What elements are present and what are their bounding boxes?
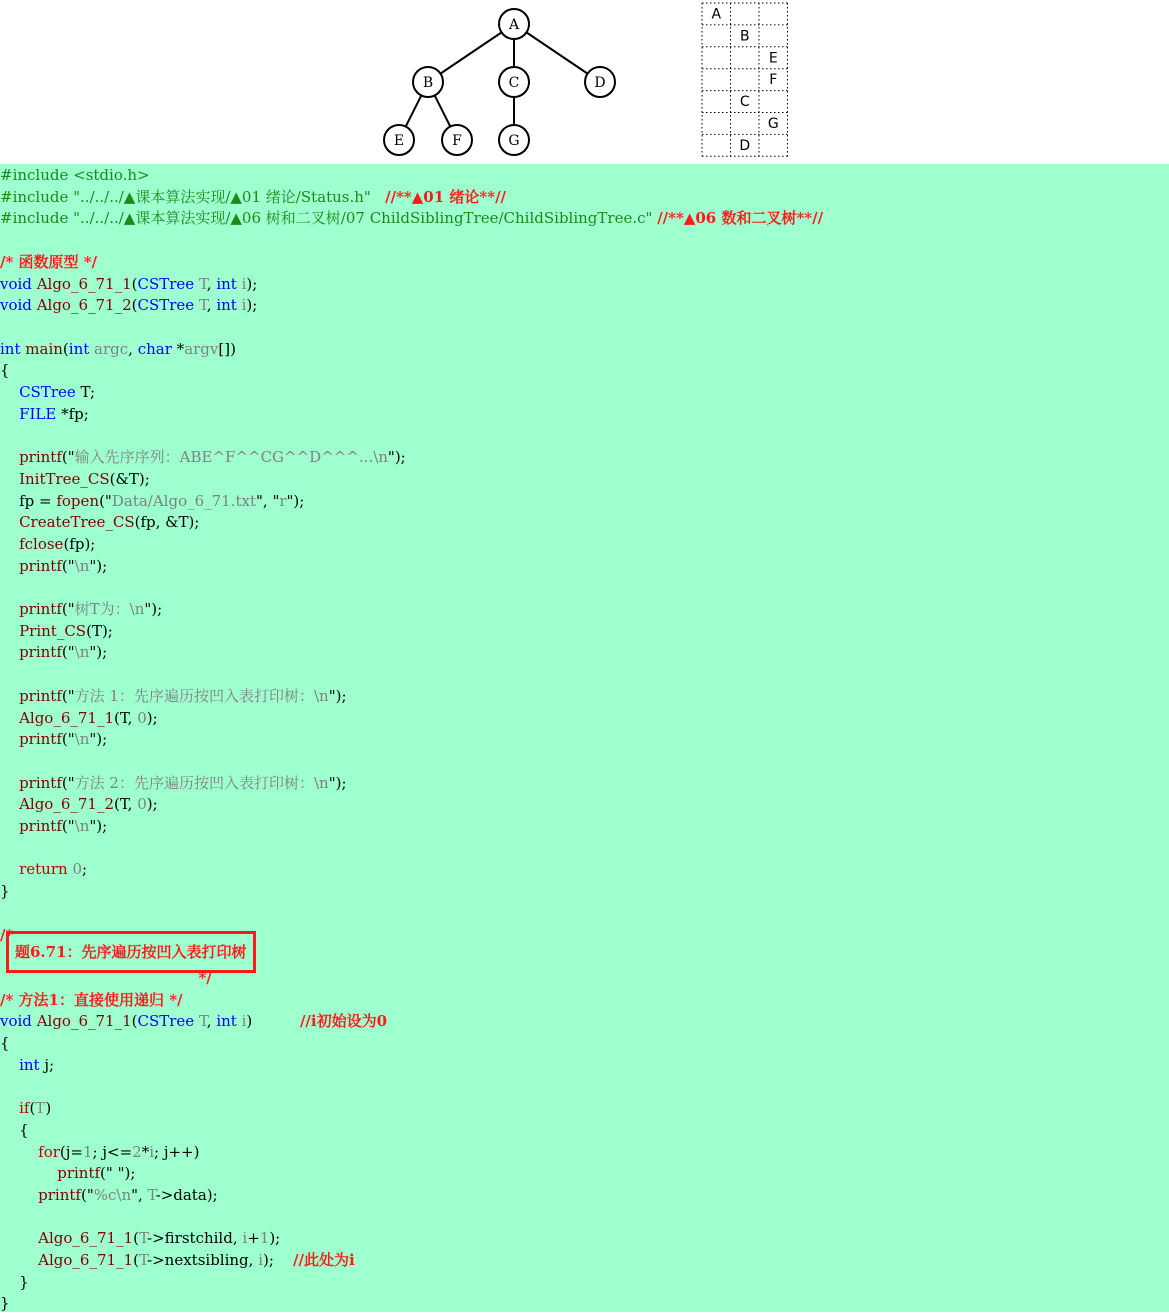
code-line: [0, 729, 107, 751]
code-token: (T);: [86, 621, 113, 640]
code-token: printf: [19, 730, 62, 749]
code-line: [0, 1163, 135, 1185]
code-token: #include "../../../▲课本算法实现/▲01 绪论/Status.h": [0, 187, 371, 206]
code-token: [0, 730, 19, 748]
code-token: [0, 709, 19, 727]
code-token: (": [80, 1185, 94, 1204]
code-token: [0, 557, 19, 575]
code-line: [0, 686, 347, 708]
code-token: return: [19, 860, 68, 879]
code-token: *: [171, 339, 185, 358]
code-line: [0, 1272, 29, 1294]
code-token: [0, 448, 19, 466]
code-token: 1: [259, 1229, 270, 1248]
code-token: printf: [19, 773, 62, 792]
code-token: void: [0, 296, 32, 315]
code-token: ");: [89, 643, 108, 662]
code-token: */: [0, 968, 212, 987]
code-token: ");: [387, 448, 406, 467]
code-token: CSTree: [137, 274, 195, 293]
code-token: }: [0, 1272, 29, 1291]
code-token: Algo_6_71_2: [36, 296, 132, 315]
code-line: [0, 469, 150, 491]
code-token: ");: [328, 686, 347, 705]
code-line: [0, 1098, 51, 1120]
code-token: (": [99, 491, 112, 510]
code-token: argv: [184, 339, 219, 358]
code-token: (&T);: [109, 469, 150, 488]
code-token: CSTree: [137, 296, 195, 315]
code-line: [0, 621, 113, 643]
indent-table-cell: B: [739, 28, 750, 45]
code-token: [371, 188, 385, 206]
code-line: [0, 556, 107, 578]
code-token: 0: [137, 795, 147, 814]
code-line: [0, 1250, 355, 1272]
code-token: *: [141, 1142, 150, 1161]
code-token: (: [131, 296, 138, 315]
code-token: [0, 1251, 38, 1269]
code-line: [0, 447, 406, 469]
indent-table: [702, 3, 788, 156]
code-editor: [0, 164, 1169, 1312]
code-line: [0, 990, 183, 1012]
code-token: (: [133, 1229, 139, 1248]
code-token: (": [61, 643, 75, 662]
code-token: printf: [19, 643, 62, 662]
code-token: ; j<=: [92, 1142, 133, 1161]
tree-node-label: G: [508, 133, 520, 149]
code-token: int: [19, 1055, 40, 1074]
code-line: [0, 1033, 10, 1055]
code-token: int: [216, 1012, 237, 1031]
code-token: FILE: [19, 404, 57, 423]
code-line: [0, 881, 10, 903]
code-token: CSTree: [137, 1012, 195, 1031]
code-token: T: [35, 1099, 46, 1118]
code-token: (": [61, 556, 75, 575]
code-token: T: [138, 1229, 148, 1248]
code-token: Algo_6_71_1: [36, 274, 132, 293]
code-token: +: [247, 1229, 260, 1248]
code-token: printf: [57, 1164, 101, 1183]
code-token: printf: [19, 556, 62, 575]
code-token: i: [149, 1142, 155, 1161]
code-token: );: [146, 708, 158, 727]
code-line: [0, 599, 162, 621]
code-token: 输入先序序列：ABE^F^^CG^^D^^^...\n: [74, 448, 388, 467]
code-token: //**▲06 数和二叉树**//: [657, 209, 824, 228]
code-token: ,: [206, 1012, 217, 1031]
tree-figure: [0, 0, 1169, 164]
code-token: [0, 1056, 19, 1074]
code-token: 方法 1：先序遍历按凹入表打印树：\n: [74, 686, 329, 705]
code-token: (": [61, 730, 75, 749]
code-token: Algo_6_71_1: [38, 1251, 134, 1269]
code-token: (": [61, 448, 75, 467]
code-line: [0, 642, 107, 664]
code-token: ", ": [256, 491, 280, 510]
code-token: (: [29, 1099, 36, 1118]
code-line: [0, 1011, 387, 1033]
tree-node-label: E: [393, 133, 405, 149]
code-token: Print_CS: [19, 621, 87, 640]
code-token: \n: [74, 556, 90, 575]
code-token: 1: [83, 1142, 93, 1161]
code-line: [0, 708, 158, 730]
code-token: printf: [19, 600, 62, 618]
code-token: 0: [137, 708, 147, 727]
code-token: []): [218, 339, 236, 358]
code-line: [0, 773, 347, 795]
code-token: T: [147, 1185, 156, 1204]
code-line: [0, 534, 95, 556]
code-token: //此处为i: [292, 1251, 355, 1269]
code-token: [0, 405, 19, 423]
code-token: }: [0, 882, 10, 901]
tree-node-label: D: [594, 75, 606, 91]
code-token: );: [263, 1251, 293, 1269]
code-token: #include <stdio.h>: [0, 166, 150, 184]
code-line: [0, 404, 89, 426]
code-token: Algo_6_71_1: [19, 708, 115, 727]
code-token: /*: [0, 925, 14, 944]
code-token: (fp);: [63, 534, 96, 553]
code-token: [0, 535, 19, 553]
code-token: (: [131, 274, 138, 293]
code-token: [0, 600, 19, 618]
code-token: void: [0, 274, 32, 293]
code-token: fopen: [56, 491, 100, 510]
code-token: [0, 795, 19, 813]
code-token: }: [0, 1294, 10, 1313]
code-token: printf: [38, 1185, 81, 1204]
code-token: ; j++): [154, 1142, 200, 1161]
code-token: *fp;: [56, 404, 89, 423]
figure-area: [0, 0, 1169, 164]
code-token: [0, 622, 19, 640]
code-token: printf: [19, 686, 62, 705]
code-token: main: [25, 339, 63, 358]
code-token: (j=: [59, 1142, 83, 1161]
code-line: [0, 165, 150, 187]
indent-table-cell: C: [739, 94, 750, 111]
code-token: i: [241, 274, 247, 293]
code-token: ");: [144, 600, 163, 618]
code-token: fp =: [0, 491, 57, 510]
code-token: ");: [89, 556, 108, 575]
code-token: ");: [286, 491, 305, 510]
code-token: 树T为：\n: [74, 600, 145, 618]
code-token: ");: [117, 1164, 136, 1183]
code-token: T: [198, 274, 207, 293]
code-token: ,: [128, 339, 138, 358]
tree-edge-B-E: [406, 95, 422, 126]
code-token: (T,: [114, 708, 138, 727]
code-token: {: [0, 1120, 29, 1139]
code-token: (T,: [114, 795, 138, 814]
code-token: //**▲01 绪论**//: [385, 187, 507, 206]
code-token: Algo_6_71_1: [36, 1012, 132, 1031]
code-token: );: [269, 1229, 281, 1248]
code-token: int: [0, 339, 21, 358]
code-token: (: [62, 339, 69, 358]
code-token: CSTree: [19, 383, 76, 401]
code-token: //i初始设为0: [299, 1012, 388, 1031]
code-line: [0, 816, 107, 838]
code-token: [0, 1099, 19, 1117]
tree-node-label: F: [452, 133, 462, 149]
code-line: [0, 1120, 29, 1142]
code-line: [0, 208, 823, 230]
code-token: [0, 1186, 38, 1204]
code-token: ,: [206, 274, 217, 293]
code-token: ");: [328, 773, 347, 792]
code-token: [0, 1164, 57, 1182]
code-line: [0, 360, 10, 382]
code-token: (": [61, 686, 75, 705]
tree-node-label: A: [508, 17, 520, 33]
tree-node-label: C: [508, 75, 520, 91]
code-line: [0, 491, 304, 513]
code-token: [0, 643, 19, 661]
code-token: int: [216, 274, 237, 293]
code-token: argc: [94, 339, 129, 358]
code-token: i: [258, 1251, 263, 1269]
code-token: Algo_6_71_2: [19, 795, 115, 814]
indent-table-cell: E: [768, 50, 778, 67]
code-line: [0, 1228, 280, 1250]
code-token: (": [61, 773, 75, 792]
tree-edge-A-D: [526, 32, 587, 73]
code-token: if: [19, 1099, 30, 1118]
code-token: InitTree_CS: [19, 469, 110, 488]
code-token: T: [198, 1012, 207, 1031]
code-token: [0, 687, 19, 705]
code-token: ): [246, 1012, 300, 1031]
code-token: r: [279, 491, 287, 510]
indent-table-cell: A: [711, 6, 722, 23]
code-token: /* 函数原型 */: [0, 252, 98, 271]
code-token: T: [138, 1251, 148, 1269]
code-line: [0, 187, 506, 209]
code-token: ");: [89, 817, 108, 835]
code-token: int: [216, 296, 237, 315]
code-token: Data/Algo_6_71.txt: [111, 491, 257, 510]
code-line: [0, 859, 87, 881]
code-token: [0, 1143, 38, 1161]
code-line: [0, 274, 257, 296]
code-line: [0, 1142, 199, 1164]
code-token: \n: [74, 817, 90, 835]
code-token: );: [146, 795, 158, 814]
code-token: CreateTree_CS: [19, 513, 135, 532]
code-token: int: [68, 339, 90, 358]
code-line: [0, 252, 97, 274]
tree-node-label: B: [422, 75, 434, 91]
code-token: [0, 513, 19, 531]
code-token: (": [61, 817, 75, 835]
tree-edge-B-F: [435, 95, 451, 126]
code-token: ->nextsibling,: [147, 1251, 259, 1269]
code-token: printf: [19, 817, 62, 835]
code-token: 0: [72, 860, 82, 879]
code-token: i: [241, 296, 247, 315]
code-token: i: [242, 1229, 248, 1248]
code-token: ): [45, 1099, 52, 1118]
code-token: i: [241, 1012, 247, 1031]
code-token: ;: [81, 860, 88, 879]
code-token: ",: [131, 1185, 148, 1204]
code-token: char: [137, 339, 172, 358]
code-token: ->data);: [155, 1185, 218, 1204]
code-token: 2: [132, 1142, 142, 1161]
indent-table-cell: F: [769, 72, 778, 89]
tree-edge-A-B: [440, 32, 501, 73]
code-token: Algo_6_71_1: [38, 1229, 134, 1248]
code-token: (": [100, 1164, 113, 1183]
code-token: (: [131, 1012, 138, 1031]
code-line: [0, 339, 236, 361]
code-token: T;: [75, 383, 96, 401]
code-token: [0, 860, 19, 878]
indent-table-cell: D: [739, 137, 751, 154]
code-token: /* 方法1：直接使用递归 */: [0, 990, 183, 1009]
code-token: %c\n: [93, 1185, 132, 1204]
code-token: for: [38, 1142, 60, 1161]
code-token: {: [0, 361, 10, 380]
code-line: [0, 1185, 218, 1207]
code-line: [0, 382, 95, 404]
code-token: [0, 817, 19, 835]
code-token: (fp, &T);: [134, 513, 200, 532]
code-token: ->firstchild,: [147, 1229, 243, 1248]
code-token: fclose: [19, 534, 64, 553]
code-token: [0, 1229, 38, 1247]
code-token: \n: [74, 643, 90, 662]
code-token: );: [246, 274, 258, 293]
code-line: [0, 1055, 54, 1077]
code-token: );: [246, 296, 258, 315]
indent-table-cell: G: [767, 116, 779, 132]
code-token: j;: [39, 1055, 55, 1074]
code-token: [0, 470, 19, 488]
code-token: {: [0, 1034, 10, 1052]
code-token: printf: [19, 448, 62, 467]
code-line: [0, 794, 158, 816]
code-token: [0, 383, 19, 401]
code-token: void: [0, 1012, 32, 1031]
code-token: (: [133, 1251, 139, 1269]
boxed-exercise-title: 题6.71：先序遍历按凹入表打印树: [6, 931, 256, 973]
code-token: #include "../../../▲课本算法实现/▲06 树和二叉树/07 ChildSiblingTree/ChildSiblingTree.c": [0, 209, 653, 228]
code-token: \n: [74, 730, 90, 749]
code-token: T: [198, 296, 207, 315]
code-token: (": [61, 600, 75, 618]
code-line: [0, 512, 199, 534]
code-line: [0, 295, 257, 317]
code-token: ,: [206, 296, 217, 315]
code-token: [0, 774, 19, 792]
code-token: ");: [89, 730, 108, 749]
code-token: 方法 2：先序遍历按凹入表打印树：\n: [74, 773, 329, 792]
